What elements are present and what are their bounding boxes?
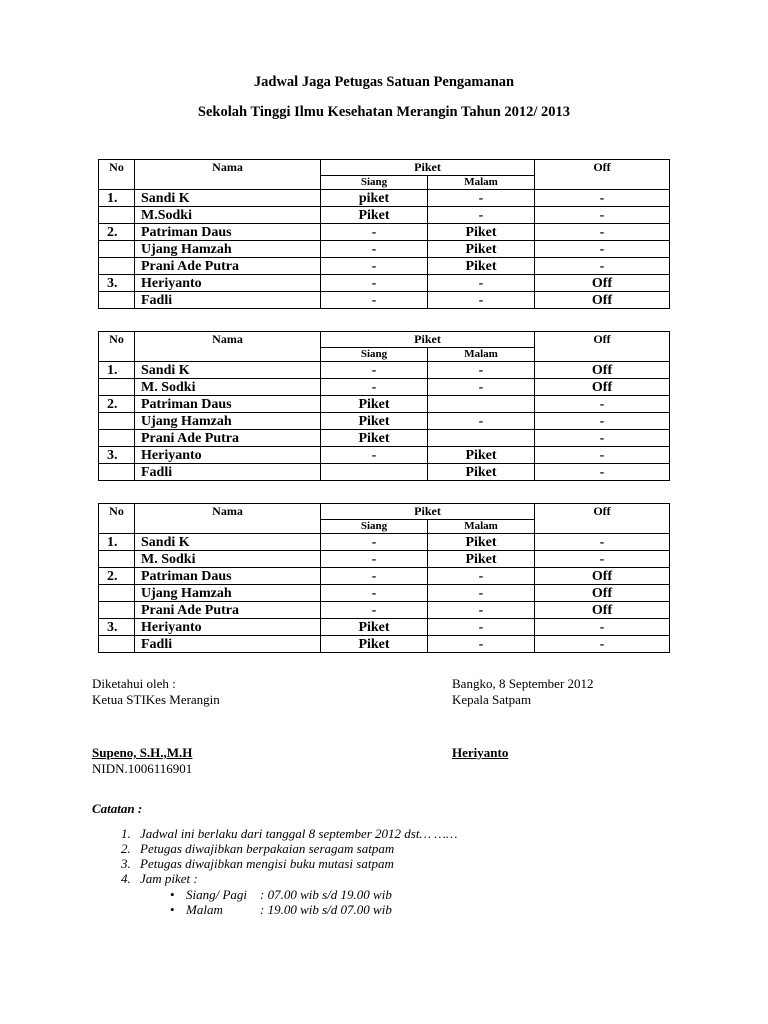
- header-off: Off: [535, 504, 670, 534]
- shift-label: Siang/ Pagi: [186, 887, 248, 902]
- table-row: [99, 636, 670, 653]
- header-piket: Piket: [321, 160, 535, 176]
- signature-left-block: [92, 676, 220, 708]
- cell-malam: Piket: [428, 224, 535, 241]
- cell-malam: -: [428, 636, 535, 653]
- cell-off: -: [535, 413, 670, 430]
- cell-malam: -: [428, 190, 535, 207]
- notes-heading: Catatan :: [92, 801, 143, 816]
- table-row: [99, 190, 670, 207]
- header-off: Off: [535, 332, 670, 362]
- cell-malam: Piket: [428, 464, 535, 481]
- cell-off: -: [535, 241, 670, 258]
- cell-nama: Heriyanto: [135, 619, 321, 636]
- cell-no: [99, 585, 135, 602]
- shift-hours: : 07.00 wib s/d 19.00 wib: [260, 887, 392, 902]
- cell-no: 1.: [99, 534, 135, 551]
- security-head-title: Kepala Satpam: [452, 692, 532, 707]
- cell-siang: -: [321, 275, 428, 292]
- cell-siang: Piket: [321, 430, 428, 447]
- cell-malam: [428, 430, 535, 447]
- cell-malam: Piket: [428, 447, 535, 464]
- chairman-nidn: NIDN.1006116901: [92, 761, 193, 776]
- table-row: [99, 207, 670, 224]
- cell-no: 3.: [99, 619, 135, 636]
- cell-malam: [428, 396, 535, 413]
- cell-no: [99, 602, 135, 619]
- cell-nama: Sandi K: [135, 534, 321, 551]
- cell-malam: -: [428, 207, 535, 224]
- header-siang: Siang: [321, 176, 428, 190]
- cell-no: [99, 636, 135, 653]
- cell-off: -: [535, 207, 670, 224]
- cell-no: 1.: [99, 362, 135, 379]
- cell-siang: -: [321, 224, 428, 241]
- table-row: [99, 275, 670, 292]
- cell-off: Off: [535, 379, 670, 396]
- shift-time-item: [170, 887, 694, 902]
- cell-off: -: [535, 534, 670, 551]
- cell-off: -: [535, 447, 670, 464]
- cell-nama: M. Sodki: [135, 551, 321, 568]
- shift-time-item: [170, 902, 694, 917]
- table-row: [99, 362, 670, 379]
- cell-nama: Patriman Daus: [135, 224, 321, 241]
- header-piket: Piket: [321, 504, 535, 520]
- cell-nama: Patriman Daus: [135, 568, 321, 585]
- cell-siang: Piket: [321, 207, 428, 224]
- cell-malam: -: [428, 619, 535, 636]
- cell-off: -: [535, 551, 670, 568]
- cell-malam: -: [428, 362, 535, 379]
- cell-off: -: [535, 636, 670, 653]
- header-siang: Siang: [321, 520, 428, 534]
- cell-off: -: [535, 396, 670, 413]
- cell-no: 2.: [99, 568, 135, 585]
- cell-malam: -: [428, 568, 535, 585]
- header-malam: Malam: [428, 348, 535, 362]
- cell-no: [99, 207, 135, 224]
- cell-nama: Ujang Hamzah: [135, 585, 321, 602]
- cell-siang: Piket: [321, 619, 428, 636]
- cell-malam: Piket: [428, 534, 535, 551]
- cell-malam: -: [428, 275, 535, 292]
- cell-malam: -: [428, 585, 535, 602]
- cell-off: -: [535, 430, 670, 447]
- signature-right-block: [452, 676, 594, 708]
- header-piket: Piket: [321, 332, 535, 348]
- table-row: [99, 379, 670, 396]
- table-row: [99, 551, 670, 568]
- header-malam: Malam: [428, 520, 535, 534]
- shift-hours: : 19.00 wib s/d 07.00 wib: [260, 902, 392, 917]
- cell-siang: [321, 464, 428, 481]
- table-row: [99, 534, 670, 551]
- table-row: [99, 241, 670, 258]
- header-no: No: [99, 504, 135, 534]
- note-item: [134, 871, 694, 917]
- cell-no: [99, 413, 135, 430]
- cell-off: Off: [535, 362, 670, 379]
- cell-nama: Sandi K: [135, 190, 321, 207]
- cell-siang: -: [321, 379, 428, 396]
- cell-siang: piket: [321, 190, 428, 207]
- cell-siang: Piket: [321, 413, 428, 430]
- cell-nama: Prani Ade Putra: [135, 258, 321, 275]
- cell-off: Off: [535, 275, 670, 292]
- table-row: [99, 464, 670, 481]
- table-row: [99, 292, 670, 309]
- cell-nama: Ujang Hamzah: [135, 241, 321, 258]
- place-date: Bangko, 8 September 2012: [452, 676, 594, 691]
- cell-siang: -: [321, 258, 428, 275]
- chairman-title: Ketua STIKes Merangin: [92, 692, 220, 707]
- cell-off: -: [535, 258, 670, 275]
- cell-nama: Ujang Hamzah: [135, 413, 321, 430]
- table-row: [99, 258, 670, 275]
- table-row: [99, 602, 670, 619]
- cell-nama: Fadli: [135, 636, 321, 653]
- signature-right-name-block: [452, 745, 508, 761]
- note-item: 2. Petugas diwajibkan berpakaian seragam satpam: [134, 841, 694, 856]
- table-row: [99, 396, 670, 413]
- cell-siang: -: [321, 568, 428, 585]
- cell-nama: Heriyanto: [135, 275, 321, 292]
- header-nama: Nama: [135, 160, 321, 190]
- cell-no: 2.: [99, 396, 135, 413]
- cell-no: [99, 551, 135, 568]
- table-row: [99, 568, 670, 585]
- cell-siang: -: [321, 241, 428, 258]
- cell-malam: Piket: [428, 241, 535, 258]
- cell-nama: Prani Ade Putra: [135, 602, 321, 619]
- cell-off: -: [535, 190, 670, 207]
- table-row: [99, 619, 670, 636]
- cell-no: 3.: [99, 447, 135, 464]
- cell-no: [99, 430, 135, 447]
- header-no: No: [99, 160, 135, 190]
- cell-off: Off: [535, 292, 670, 309]
- cell-nama: Prani Ade Putra: [135, 430, 321, 447]
- chairman-name: Supeno, S.H.,M.H: [92, 745, 193, 760]
- security-head-name: Heriyanto: [452, 745, 509, 760]
- cell-off: -: [535, 619, 670, 636]
- cell-off: -: [535, 224, 670, 241]
- cell-nama: Sandi K: [135, 362, 321, 379]
- cell-nama: M. Sodki: [135, 379, 321, 396]
- shift-label: Malam: [186, 902, 223, 917]
- notes-list: [98, 826, 694, 917]
- note-item: 3. Petugas diwajibkan mengisi buku mutasi satpam: [134, 856, 694, 871]
- cell-malam: -: [428, 413, 535, 430]
- schedule-table-1: [98, 159, 670, 309]
- cell-nama: Fadli: [135, 292, 321, 309]
- cell-no: [99, 292, 135, 309]
- cell-no: 1.: [99, 190, 135, 207]
- cell-off: -: [535, 464, 670, 481]
- header-malam: Malam: [428, 176, 535, 190]
- table-row: [99, 224, 670, 241]
- table-row: [99, 447, 670, 464]
- cell-nama: Patriman Daus: [135, 396, 321, 413]
- header-no: No: [99, 332, 135, 362]
- cell-malam: -: [428, 379, 535, 396]
- header-nama: Nama: [135, 332, 321, 362]
- cell-no: 3.: [99, 275, 135, 292]
- cell-siang: -: [321, 292, 428, 309]
- header-siang: Siang: [321, 348, 428, 362]
- schedule-table-3: [98, 503, 670, 653]
- cell-no: [99, 258, 135, 275]
- cell-siang: Piket: [321, 396, 428, 413]
- schedule-table-2: [98, 331, 670, 481]
- cell-nama: M.Sodki: [135, 207, 321, 224]
- cell-siang: -: [321, 602, 428, 619]
- cell-siang: -: [321, 447, 428, 464]
- cell-siang: Piket: [321, 636, 428, 653]
- header-nama: Nama: [135, 504, 321, 534]
- cell-no: [99, 241, 135, 258]
- cell-off: Off: [535, 602, 670, 619]
- note-item-label: Jam piket :: [140, 871, 198, 886]
- signature-left-name-block: [92, 745, 192, 777]
- cell-malam: Piket: [428, 258, 535, 275]
- cell-off: Off: [535, 568, 670, 585]
- cell-nama: Fadli: [135, 464, 321, 481]
- cell-siang: -: [321, 585, 428, 602]
- cell-off: Off: [535, 585, 670, 602]
- cell-siang: -: [321, 362, 428, 379]
- document-subtitle: Sekolah Tinggi Ilmu Kesehatan Merangin Tahun 2012/ 2013: [197, 104, 571, 120]
- cell-siang: -: [321, 551, 428, 568]
- table-row: [99, 413, 670, 430]
- cell-no: [99, 379, 135, 396]
- cell-nama: Heriyanto: [135, 447, 321, 464]
- cell-malam: -: [428, 602, 535, 619]
- header-off: Off: [535, 160, 670, 190]
- document-title: Jadwal Jaga Petugas Satuan Pengamanan: [253, 74, 515, 90]
- table-row: [99, 430, 670, 447]
- note-item: 1. Jadwal ini berlaku dari tanggal 8 september 2012 dst… ……: [134, 826, 694, 841]
- shift-times-list: [140, 887, 694, 917]
- cell-no: 2.: [99, 224, 135, 241]
- cell-siang: -: [321, 534, 428, 551]
- cell-malam: -: [428, 292, 535, 309]
- acknowledged-by-label: Diketahui oleh :: [92, 676, 176, 691]
- cell-malam: Piket: [428, 551, 535, 568]
- table-row: [99, 585, 670, 602]
- cell-no: [99, 464, 135, 481]
